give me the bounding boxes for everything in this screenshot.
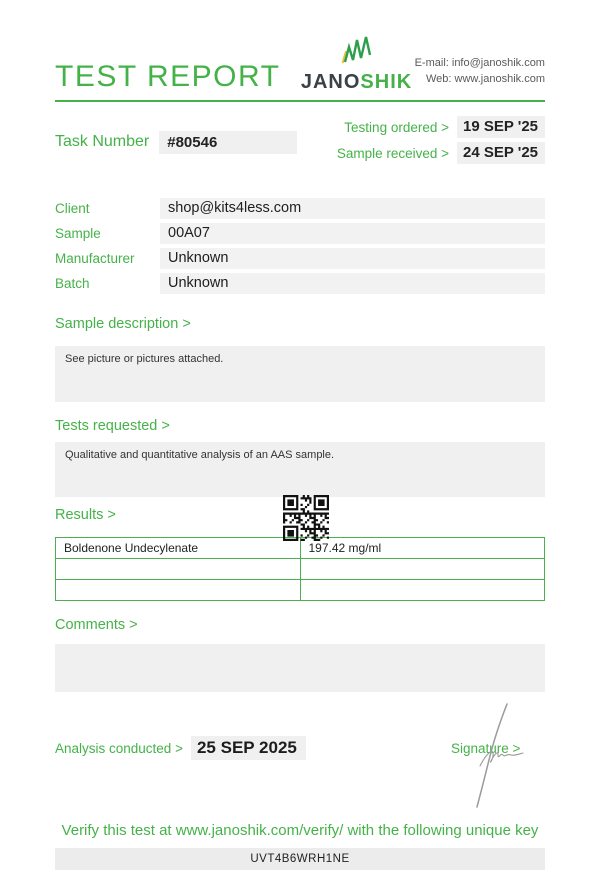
info-row-sample xyxy=(55,223,545,244)
tests-requested-box: Qualitative and quantitative analysis of an AAS sample. xyxy=(55,442,545,497)
contact-info xyxy=(415,56,545,92)
sample-description-box: See picture or pictures attached. xyxy=(55,346,545,402)
table-row xyxy=(56,559,545,580)
sample-description-heading: Sample description > xyxy=(55,316,191,332)
batch-label: Batch xyxy=(55,276,90,291)
sample-received-label: Sample received > xyxy=(336,145,449,161)
tests-requested-heading: Tests requested > xyxy=(55,418,170,434)
logo-wordmark-secondary: SHIK xyxy=(360,71,413,93)
sample-label: Sample xyxy=(55,226,101,241)
result-cell: 197.42 mg/ml xyxy=(300,538,545,559)
info-row-manufacturer xyxy=(55,248,545,269)
page-title: TEST REPORT xyxy=(55,60,281,93)
janoshik-logo xyxy=(301,35,412,92)
verify-instruction: Verify this test at www.janoshik.com/verify/ with the following unique key xyxy=(61,822,539,839)
analyte-cell xyxy=(56,580,301,601)
logo-wordmark xyxy=(301,72,412,92)
logo-chart-icon xyxy=(336,35,378,70)
comments-box xyxy=(55,644,545,692)
testing-ordered-label: Testing ordered > xyxy=(344,119,449,135)
testing-ordered-value: 19 SEP '25 xyxy=(457,116,545,138)
batch-value: Unknown xyxy=(160,273,545,294)
results-section xyxy=(55,507,545,601)
contact-web: Web: www.janoshik.com xyxy=(425,73,545,86)
unique-key-value: UVT4B6WRH1NE xyxy=(55,848,545,870)
report-header xyxy=(55,0,545,92)
client-label: Client xyxy=(55,201,90,216)
comments-heading: Comments > xyxy=(55,617,138,633)
analysis-conducted-value: 25 SEP 2025 xyxy=(191,736,306,760)
info-row-client xyxy=(55,198,545,219)
analyte-cell: Boldenone Undecylenate xyxy=(56,538,301,559)
qr-code-icon xyxy=(283,495,329,541)
signature-icon xyxy=(466,700,528,817)
sample-value: 00A07 xyxy=(160,223,545,244)
testing-ordered-row xyxy=(337,116,545,138)
analyte-cell xyxy=(56,559,301,580)
task-section xyxy=(55,116,545,168)
manufacturer-value: Unknown xyxy=(160,248,545,269)
task-number-label: Task Number xyxy=(55,133,150,150)
sample-received-row xyxy=(337,142,545,164)
table-row xyxy=(56,580,545,601)
info-row-batch xyxy=(55,273,545,294)
contact-email: E-mail: info@janoshik.com xyxy=(414,57,545,70)
manufacturer-label: Manufacturer xyxy=(55,251,135,266)
signature-label: Signature > xyxy=(450,740,521,756)
sample-received-value: 24 SEP '25 xyxy=(457,142,545,164)
result-cell xyxy=(300,559,545,580)
sample-info-section xyxy=(55,198,545,294)
task-number-value: #80546 xyxy=(159,131,297,154)
result-cell xyxy=(300,580,545,601)
results-table xyxy=(55,537,545,601)
logo-wordmark-primary: JANO xyxy=(300,71,361,93)
analysis-conducted-label: Analysis conducted > xyxy=(55,740,183,756)
client-value: shop@kits4less.com xyxy=(160,198,545,219)
results-heading: Results > xyxy=(55,507,116,523)
header-divider xyxy=(55,100,545,102)
